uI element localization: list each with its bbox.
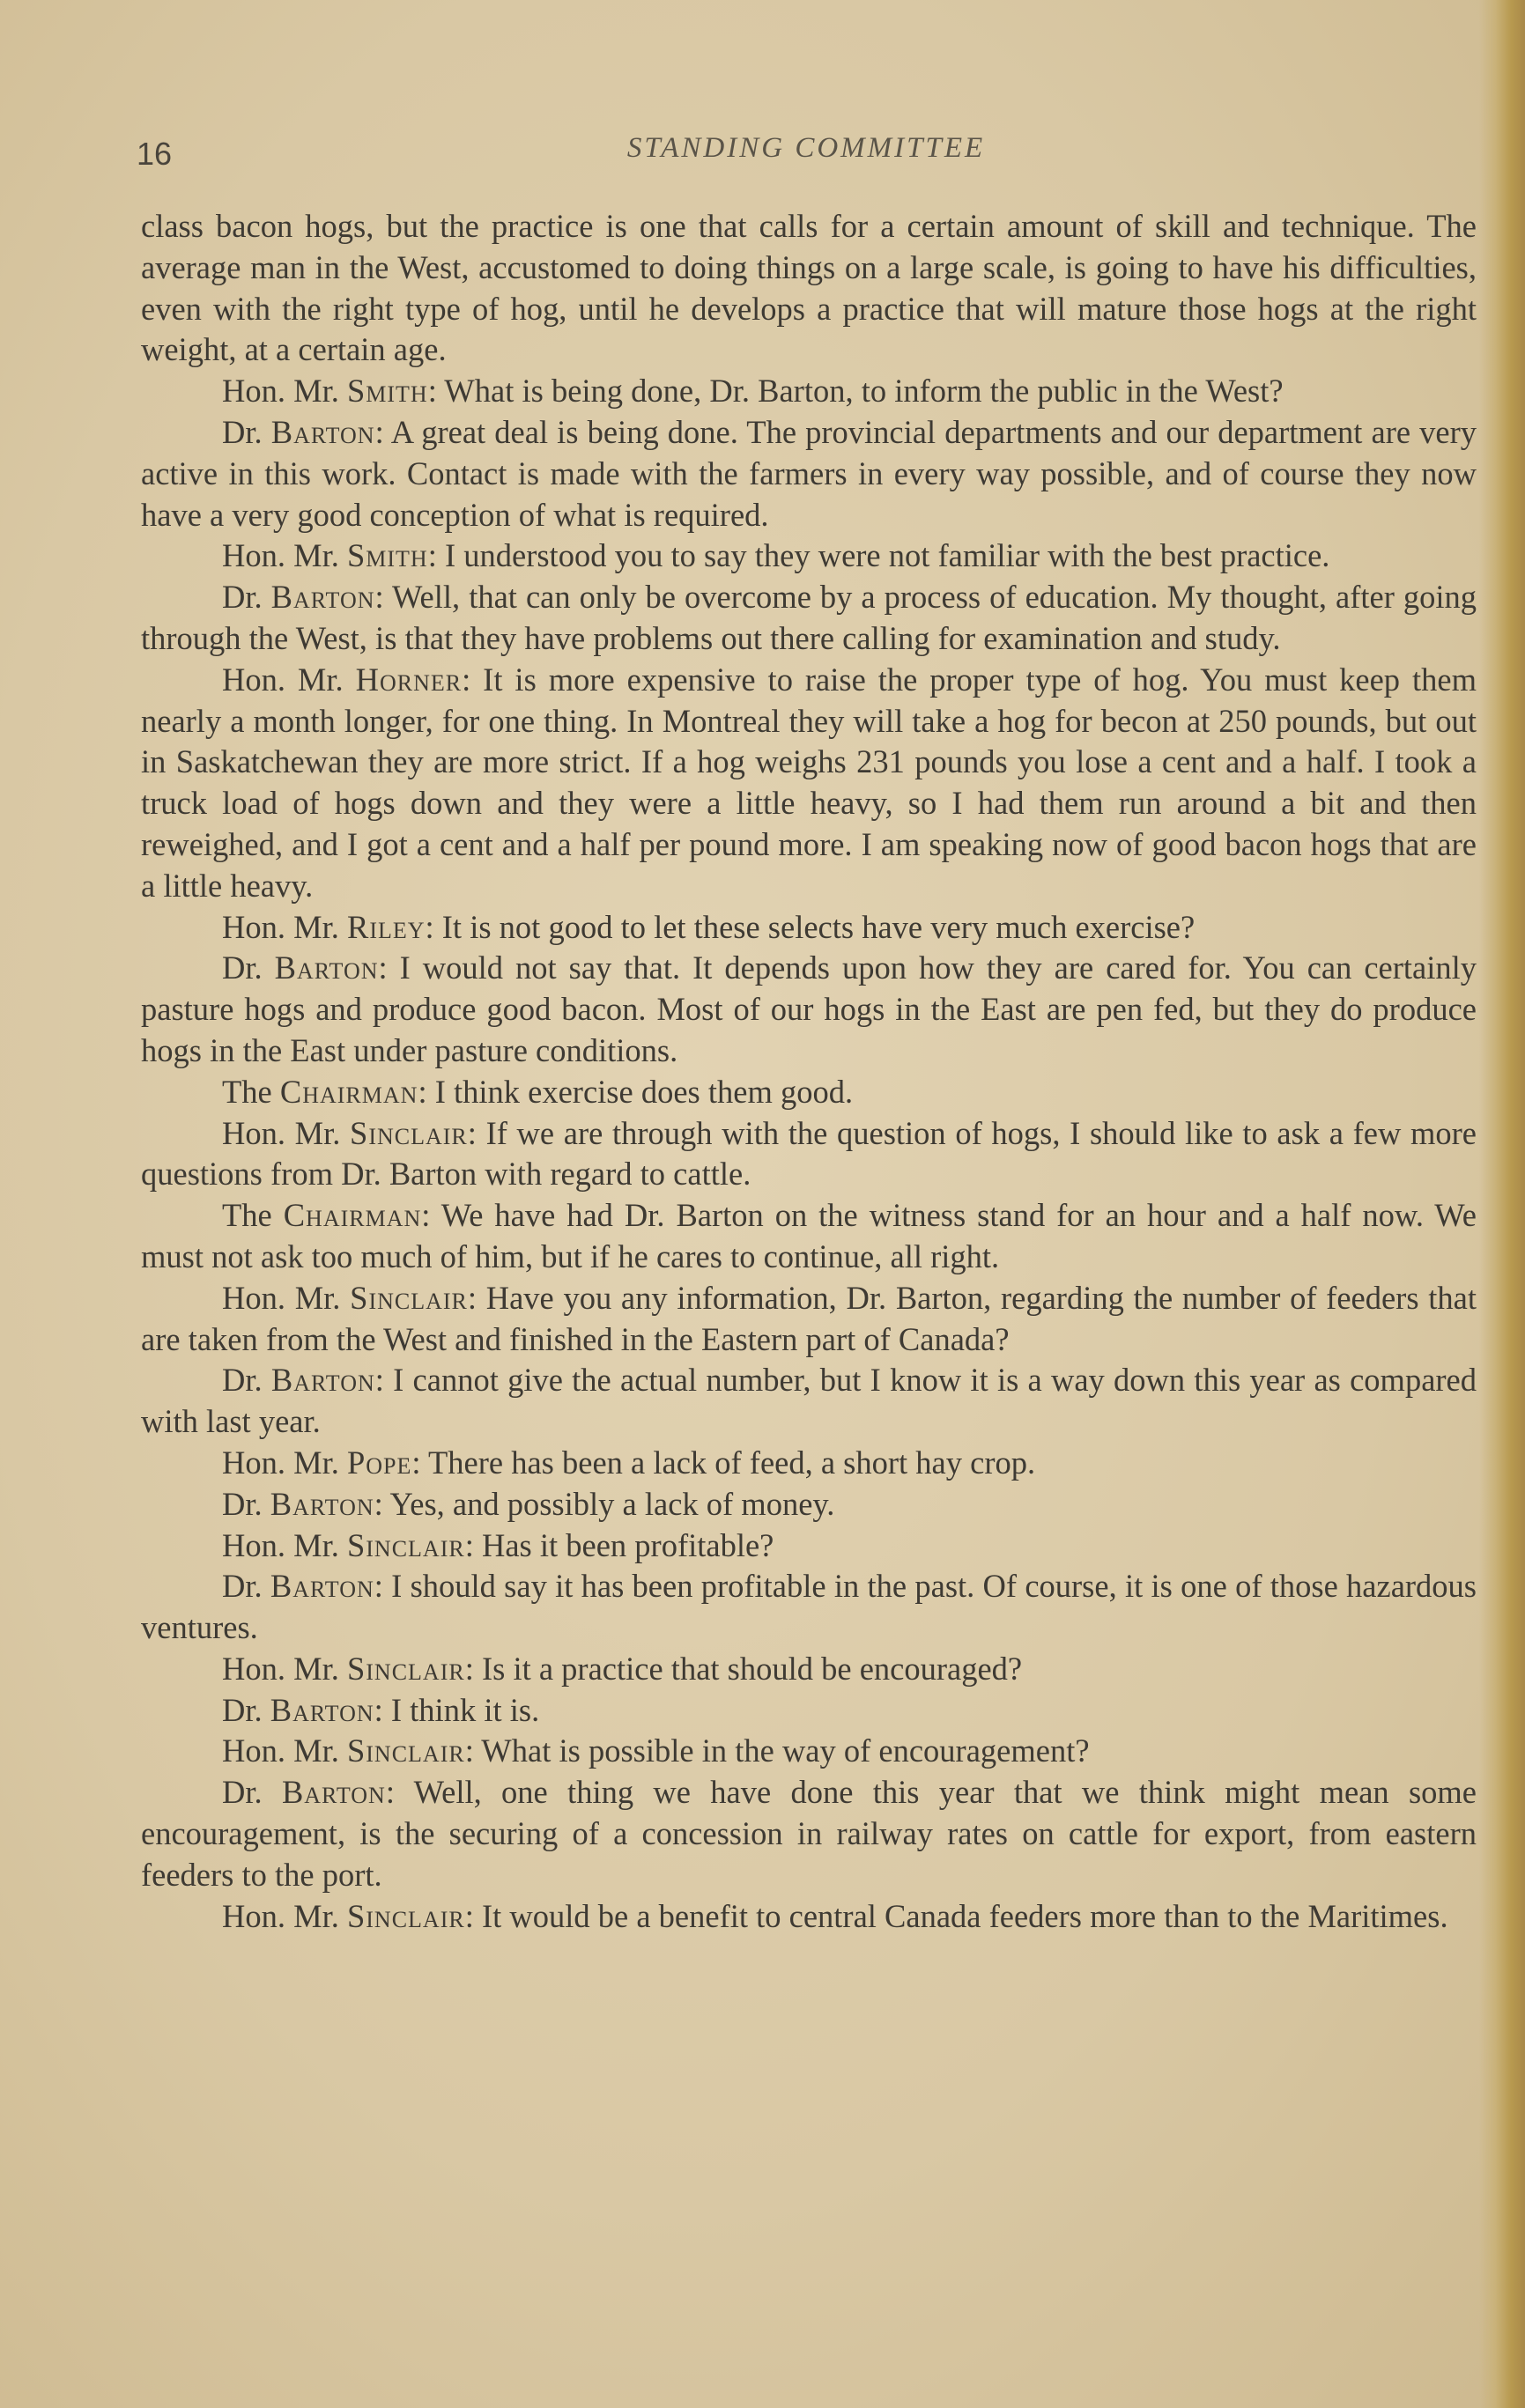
continued-paragraph [141,206,1477,371]
speech-paragraph [141,1896,1477,1938]
speech-paragraph [141,371,1477,412]
speaker-name: Sinclair [346,1732,465,1769]
speaker-title: Hon. Mr. [222,1897,347,1934]
speech-paragraph [141,1278,1477,1361]
speech-paragraph [141,1731,1477,1772]
speech-paragraph [141,1772,1477,1895]
speaker-title: Hon. Mr. [222,1114,351,1151]
speaker-name: Barton [270,579,375,616]
page-number: 16 [137,136,173,172]
speaker-title: Hon. Mr. [222,1650,347,1687]
speech-paragraph [141,1525,1477,1567]
speaker-name: Sinclair [346,1526,465,1563]
speech-text: : It is not good to let these selects have very much exercise? [425,908,1196,945]
speech-paragraph [141,1072,1477,1113]
speech-paragraph [141,907,1477,949]
running-head: STANDING COMMITTEE [626,132,986,164]
speaker-title: The [222,1073,280,1110]
body-text [141,206,1477,1937]
speaker-title: Hon. Mr. [222,661,356,698]
speaker-name: Chairman [279,1073,418,1110]
speaker-title: Hon. Mr. [222,1279,351,1316]
speaker-title: Dr. [222,1691,270,1728]
speech-text: : It would be a benefit to central Canada feeders more than to the Maritimes. [464,1897,1448,1934]
speaker-name: Chairman [283,1197,422,1234]
speaker-title: Dr. [222,579,271,616]
speaker-title: Hon. Mr. [222,908,347,945]
speech-paragraph [141,1484,1477,1525]
speaker-name: Barton [270,1691,374,1728]
speaker-title: Hon. Mr. [222,373,347,410]
speaker-name: Horner [355,661,463,698]
speech-paragraph [141,660,1477,907]
speaker-name: Smith [346,537,428,574]
speaker-title: Hon. Mr. [222,1732,347,1769]
speaker-title: Dr. [222,413,271,450]
speech-text: : I would not say that. It depends upon how they are cared for. You can certainly pasture hogs and produce good bacon. Most of our hogs in the East are pen fed, but they do produce hogs in the East under pasture conditions. [141,949,1477,1068]
speech-paragraph [141,1690,1477,1732]
speaker-name: Sinclair [350,1279,468,1316]
speech-paragraph [141,1649,1477,1690]
speaker-name: Barton [270,413,375,450]
speech-text: : A great deal is being done. The provincial departments and our department are very active in this work. Contact is made with the farmers in every way possible, and of course they now have a very good conception of what is required. [141,413,1477,533]
speaker-title: Hon. Mr. [222,1444,347,1481]
speaker-title: Dr. [222,1485,270,1522]
speech-text: : Yes, and possibly a lack of money. [374,1485,835,1522]
speech-text: : I think it is. [374,1691,540,1728]
speaker-name: Barton [274,949,379,986]
speech-text: : I think exercise does them good. [418,1073,854,1110]
speaker-title: Hon. Mr. [222,537,347,574]
speaker-title: Dr. [222,1568,270,1605]
speech-paragraph [141,536,1477,577]
speaker-title: Dr. [222,1774,282,1811]
speaker-name: Barton [270,1485,374,1522]
speaker-title: Dr. [222,1362,271,1399]
speech-text: : Have you any information, Dr. Barton, regarding the number of feeders that are taken from the West and finished in the Eastern part of Canada? [141,1279,1477,1357]
speech-text: : We have had Dr. Barton on the witness stand for an hour and a half now. We must not ask too much of him, but if he cares to continue, all right. [141,1197,1477,1274]
speech-text: : I cannot give the actual number, but I know it is a way down this year as compared with last year. [141,1362,1477,1440]
speech-text: : Has it been profitable? [464,1526,774,1563]
speech-text: : Is it a practice that should be encouraged? [464,1650,1023,1687]
speech-paragraph [141,1566,1477,1649]
speech-text: class bacon hogs, but the practice is one that calls for a certain amount of skill and technique. The average man in the West, accustomed to doing things on a large scale, is going to have his difficulties, even with the right type of hog, until he develops a practice that will mature those hogs at the right weight, at a certain age. [141,208,1477,368]
speaker-title: The [222,1197,284,1234]
speech-paragraph [141,1195,1477,1278]
speech-text: : It is more expensive to raise the proper type of hog. You must keep them nearly a month longer, for one thing. In Montreal they will take a hog for becon at 250 pounds, but out in Saskatchewan they are more strict. If a hog weighs 231 pounds you lose a cent and a half. I took a truck load of hogs down and they were a little heavy, so I had them run around a bit and then reweighed, and I got a cent and a half per pound more. I am speaking now of good bacon hogs that are a little heavy. [141,661,1477,904]
speaker-name: Pope [346,1444,412,1481]
speaker-name: Barton [270,1568,374,1605]
speaker-title: Hon. Mr. [222,1526,347,1563]
speech-text: : Well, that can only be overcome by a process of education. My thought, after going through the West, is that they have problems out there calling for examination and study. [141,579,1477,656]
speech-text: : I should say it has been profitable in the past. Of course, it is one of those hazardous ventures. [141,1568,1477,1646]
page-header [137,132,1476,176]
speech-paragraph [141,1360,1477,1443]
speaker-name: Sinclair [350,1114,468,1151]
speech-text: : I understood you to say they were not familiar with the best practice. [427,537,1330,574]
speaker-title: Dr. [222,949,275,986]
speech-text: : If we are through with the question of hogs, I should like to ask a few more questions from Dr. Barton with regard to cattle. [141,1114,1477,1193]
speaker-name: Riley [346,908,426,945]
speech-paragraph [141,1443,1477,1484]
speaker-name: Sinclair [346,1897,465,1934]
speech-text: : What is possible in the way of encouragement? [464,1732,1090,1769]
speech-text: : There has been a lack of feed, a short hay crop. [411,1444,1036,1481]
speech-text: : Well, one thing we have done this year that we think might mean some encouragement, is the securing of a concession in railway rates on cattle for export, from eastern feeders to the port. [141,1774,1477,1893]
speaker-name: Barton [281,1774,386,1811]
speaker-name: Barton [270,1362,375,1399]
speech-paragraph [141,577,1477,660]
speech-text: : What is being done, Dr. Barton, to inform the public in the West? [427,373,1284,410]
speaker-name: Sinclair [346,1650,465,1687]
speaker-name: Smith [346,373,428,410]
speech-paragraph [141,1113,1477,1196]
speech-paragraph [141,412,1477,536]
page-edge-shadow [1479,0,1525,2408]
speech-paragraph [141,948,1477,1071]
